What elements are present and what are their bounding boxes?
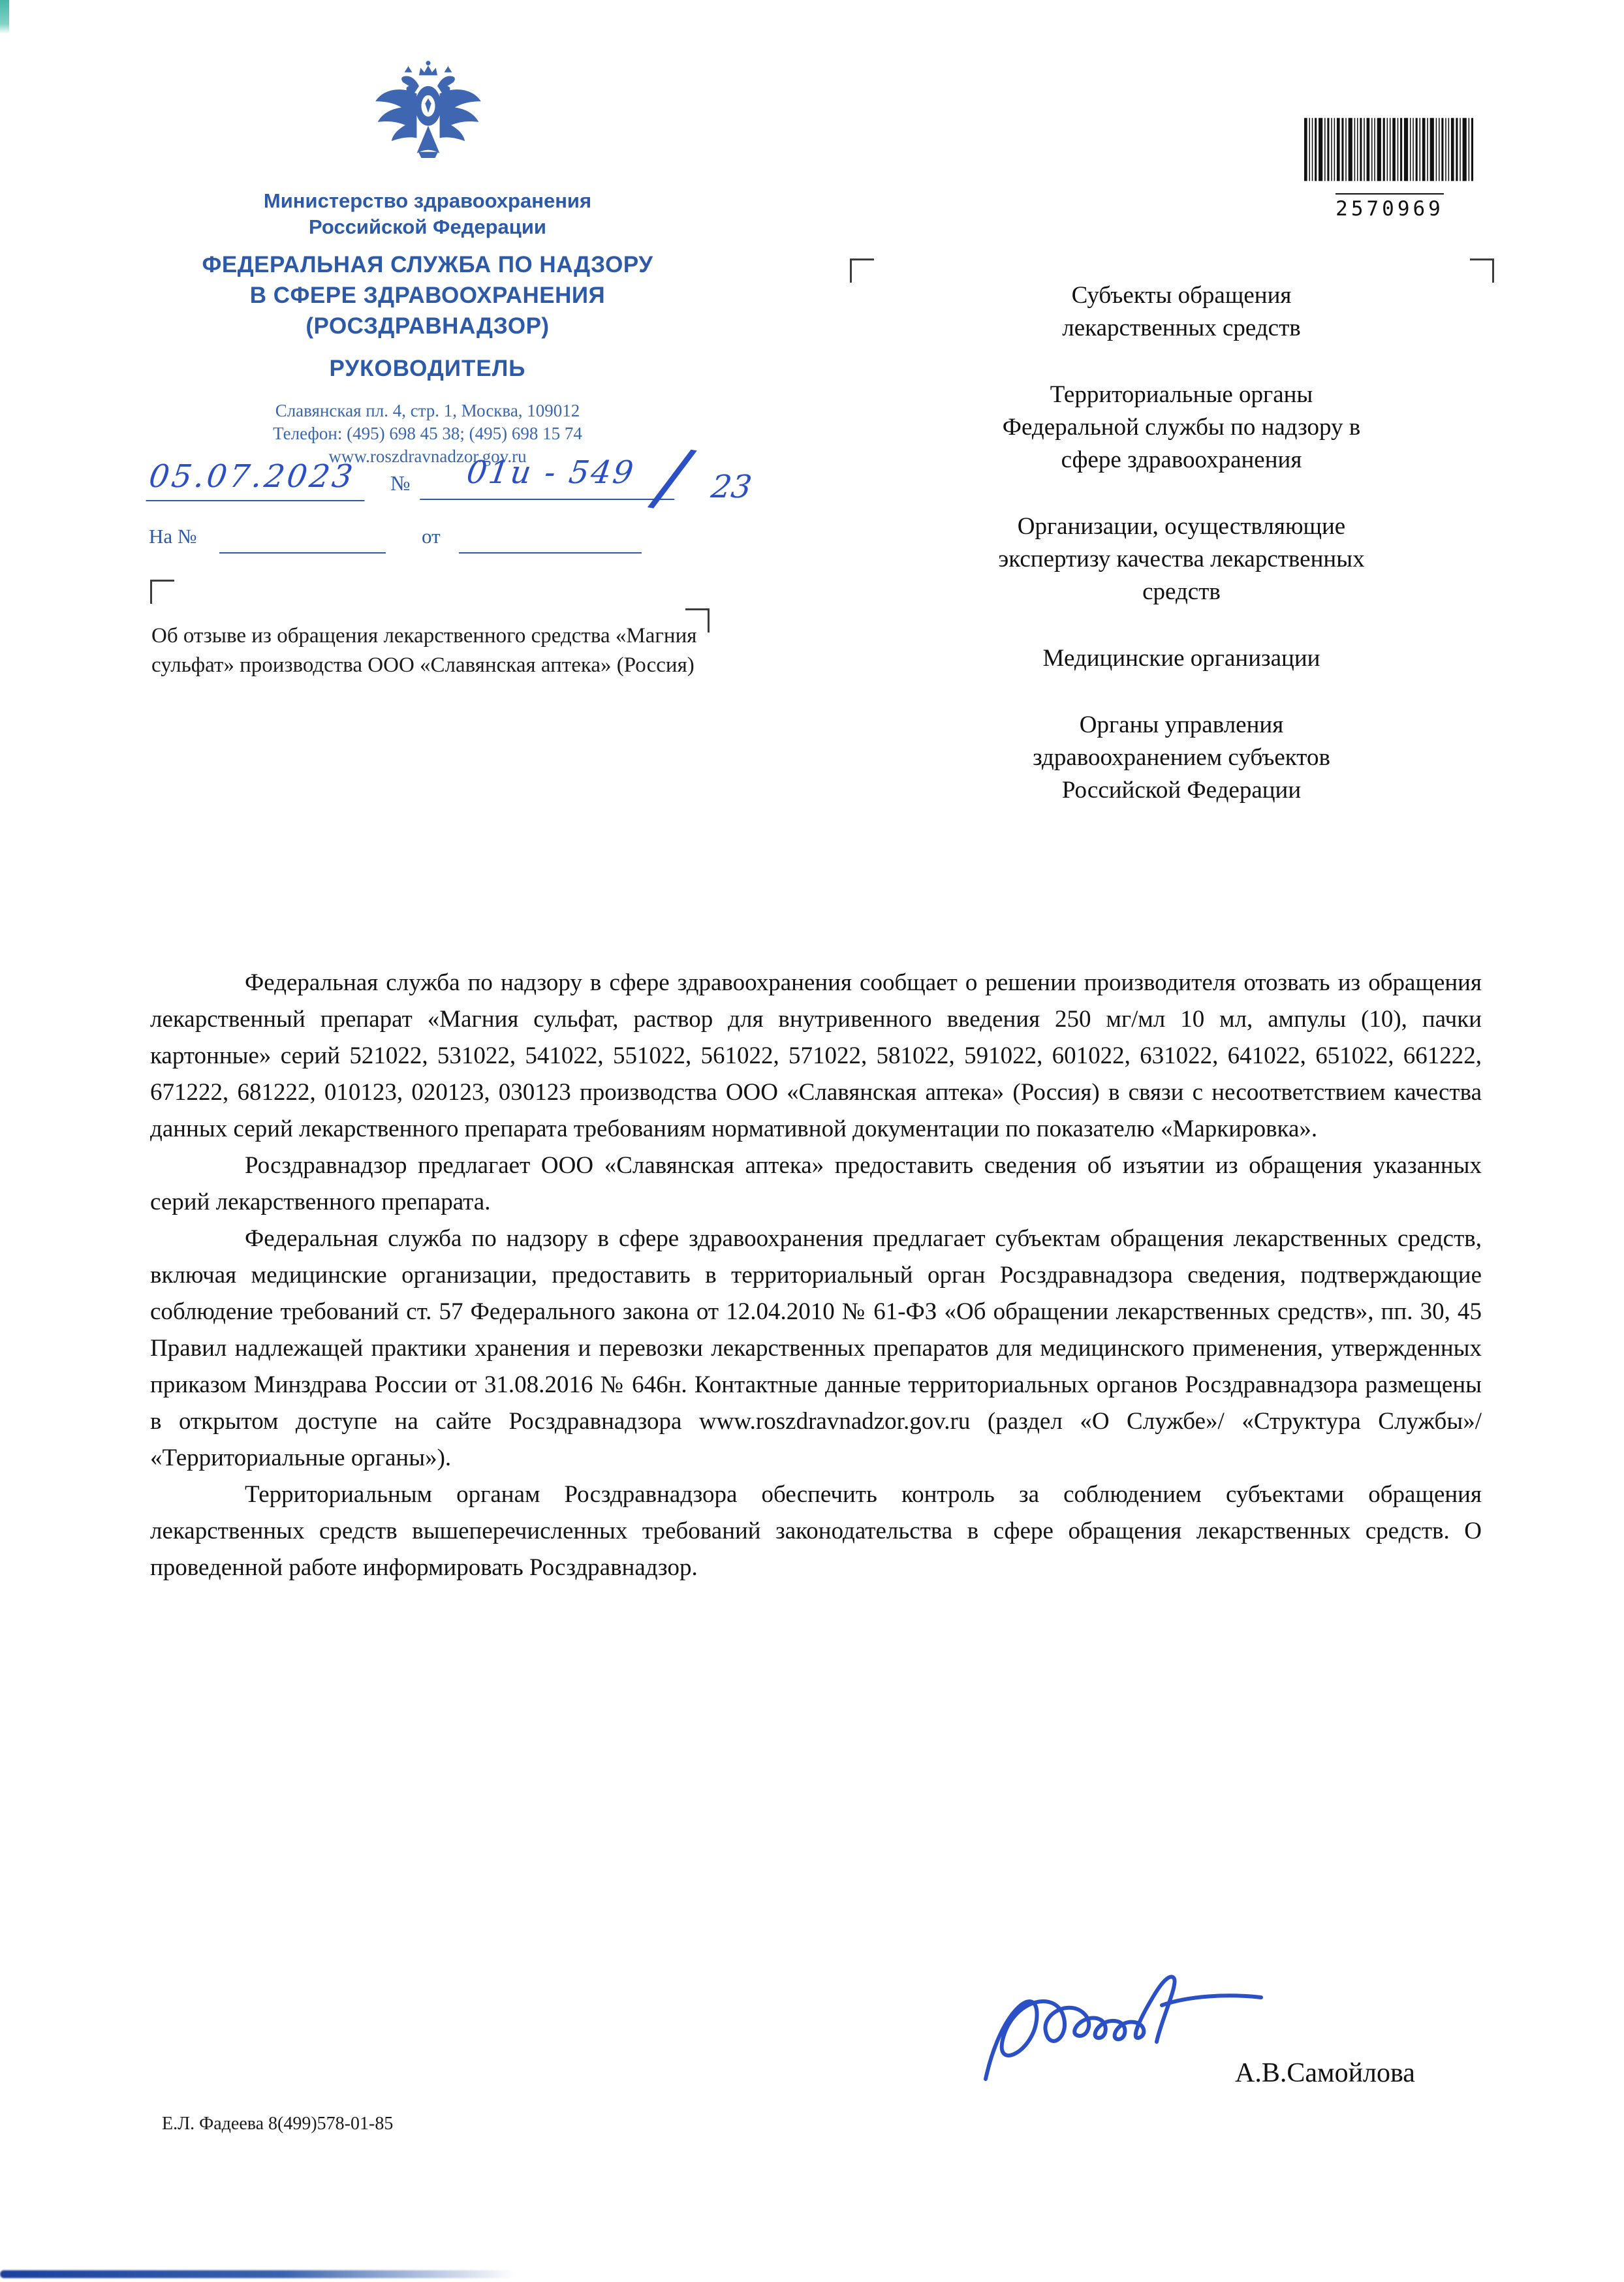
barcode-bars: [1304, 110, 1475, 189]
body-paragraph: Федеральная служба по надзору в сфере здравоохранения сообщает о решении производителя отозвать из обращения лекарственный препарат «Магния сульфат, раствор для внутривенного введения 250 мг/мл 10 мл, ампулы (10), пачки картонные» серий 521022, 531022, 541022, 551022, 561022, 571022, 581022, 591022, 601022, 631022, 641022, 651022, 661222, 671222, 681222, 010123, 020123, 030123 производства ООО «Славянская аптека» (Россия) в связи с несоответствием качества данных серий лекарственного препарата требованиям нормативной документации по показателю «Маркировка».: [150, 969, 1482, 1142]
scan-artifact-bottom: [0, 2270, 516, 2278]
ref-date-label: от: [422, 525, 441, 548]
crop-mark-subject-left: [150, 580, 174, 604]
service-line-2: В СФЕРЕ ЗДРАВООХРАНЕНИЯ: [249, 283, 606, 308]
recipient-item: Органы управления здравоохранением субъектов Российской Федерации: [1033, 711, 1330, 804]
ref-number-label: На №: [149, 525, 197, 548]
number-sign: №: [390, 471, 411, 495]
website-line: www.roszdravnadzor.gov.ru: [328, 446, 527, 466]
position-title: РУКОВОДИТЕЛЬ: [329, 356, 526, 381]
signature-handwriting-icon: [966, 1958, 1279, 2102]
executor-contact: Е.Л. Фадеева 8(499)578-01-85: [162, 2114, 394, 2134]
ref-number-blank-line: [219, 525, 386, 554]
signatory-name: А.В.Самойлова: [1235, 2058, 1415, 2088]
service-name: [131, 249, 725, 341]
outgoing-date-handwritten: 05.07.2023: [146, 458, 370, 501]
letter-body: [150, 965, 1482, 1586]
address-line: Славянская пл. 4, стр. 1, Москва, 109012: [275, 401, 580, 420]
outgoing-number-suffix-handwritten: 23: [709, 469, 755, 505]
recipients-block: [992, 279, 1371, 841]
letter-subject: Об отзыве из обращения лекарственного средства «Магния сульфат» производства ООО «Славянская аптека» (Россия): [151, 624, 697, 677]
recipient-item: Организации, осуществляющие экспертизу качества лекарственных средств: [998, 513, 1365, 605]
recipient-item: Субъекты обращения лекарственных средств: [1062, 282, 1301, 341]
number-slash-handwritten: /: [651, 430, 694, 525]
ministry-name: [131, 188, 725, 240]
crop-mark-recipients-right: [1470, 258, 1494, 283]
ministry-line-2: Российской Федерации: [309, 215, 546, 238]
scan-artifact-top-left: [0, 0, 9, 34]
service-line-3: (РОСЗДРАВНАДЗОР): [305, 313, 550, 339]
body-paragraph: Федеральная служба по надзору в сфере здравоохранения предлагает субъектам обращения лекарственных средств, включая медицинские организации, предоставить в территориальный орган Росздравнадзора сведения, подтверждающие соблюдение требований ст. 57 Федерального закона от 12.04.2010 № 61-ФЗ «Об обращении лекарственных средств», пп. 30, 45 Правил надлежащей практики хранения и перевозки лекарственных препаратов для медицинского применения, утвержденных приказом Минздрава России от 31.08.2016 № 646н. Контактные данные территориальных органов Росздравнадзора размещены в открытом доступе на сайте Росздравнадзора www.roszdravnadzor.gov.ru (раздел «О Службе»/ «Структура Службы»/ «Территориальные органы»).: [150, 1225, 1482, 1471]
registration-barcode: [1298, 110, 1482, 221]
ministry-line-1: Министерство здравоохранения: [263, 189, 592, 212]
outgoing-number-handwritten: 01и - 549: [420, 454, 681, 500]
crop-mark-recipients-left: [850, 258, 874, 283]
barcode-number: 2570969: [1335, 193, 1444, 221]
recipient-item: Медицинские организации: [1042, 645, 1320, 672]
body-paragraph: Росздравнадзор предлагает ООО «Славянская аптека» предоставить сведения об изъятии из обращения указанных серий лекарственного препарата.: [150, 1152, 1482, 1215]
recipient-item: Территориальные органы Федеральной службы по надзору в сфере здравоохранения: [1002, 381, 1361, 473]
ref-date-blank-line: [459, 525, 642, 554]
coat-of-arms-icon: [371, 60, 486, 171]
service-line-1: ФЕДЕРАЛЬНАЯ СЛУЖБА ПО НАДЗОРУ: [202, 252, 653, 277]
phone-line: Телефон: (495) 698 45 38; (495) 698 15 74: [273, 424, 582, 443]
body-paragraph: Территориальным органам Росздравнадзора обеспечить контроль за соблюдением субъектами обращения лекарственных средств вышеперечисленных требований законодательства в сфере обращения лекарственных средств. О проведенной работе информировать Росздравнадзор.: [150, 1481, 1482, 1581]
